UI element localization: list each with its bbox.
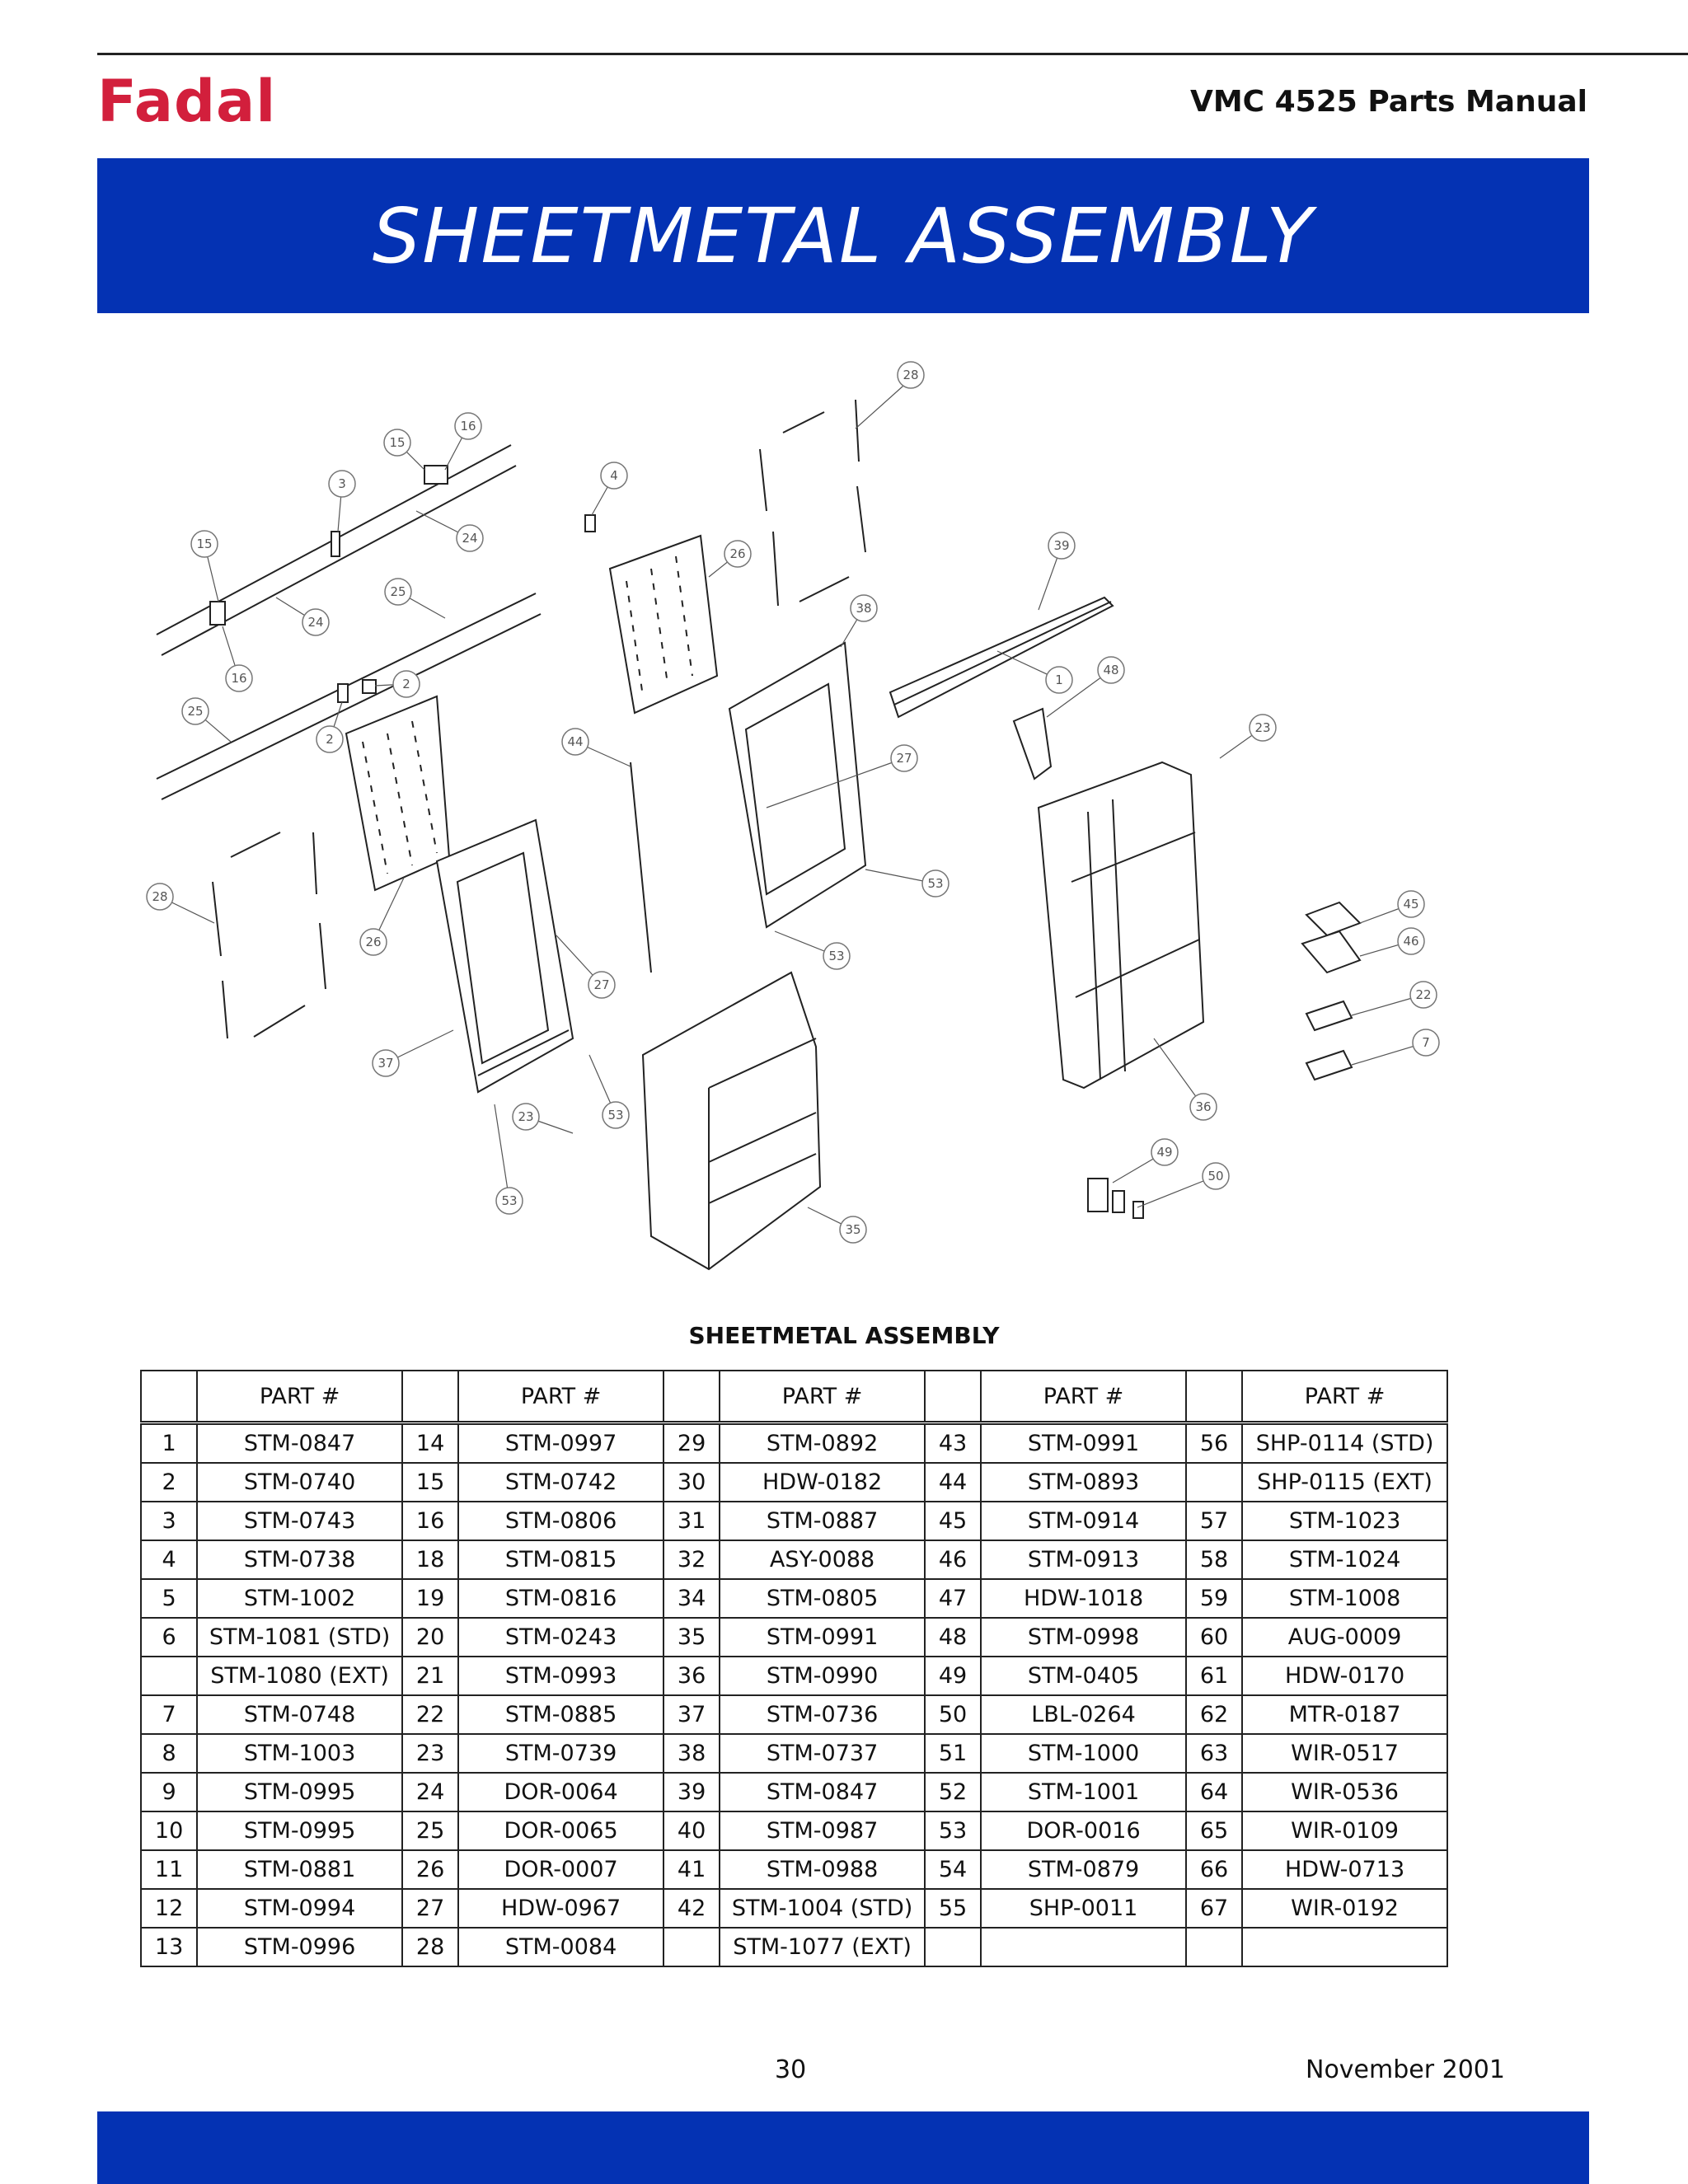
callout-44: [562, 729, 631, 766]
part-number-cell: HDW-0170: [1242, 1657, 1447, 1695]
callout-36: [1154, 1038, 1217, 1120]
svg-text:53: 53: [607, 1108, 624, 1122]
item-number-cell: 57: [1186, 1502, 1242, 1540]
part-number-cell: STM-0994: [197, 1889, 402, 1928]
item-number-cell: 43: [925, 1423, 981, 1464]
item-number-cell: 32: [663, 1540, 720, 1579]
part-number-cell: STM-0243: [458, 1618, 663, 1657]
part-number-cell: WIR-0192: [1242, 1889, 1447, 1928]
part-number-cell: WIR-0517: [1242, 1734, 1447, 1773]
item-number-cell: 6: [141, 1618, 197, 1657]
item-number-cell: 63: [1186, 1734, 1242, 1773]
svg-text:37: 37: [377, 1056, 394, 1071]
callout-37: [373, 1030, 453, 1076]
part-number-cell: STM-0742: [458, 1463, 663, 1502]
callout-28b: [147, 883, 214, 923]
item-number-cell: 56: [1186, 1423, 1242, 1464]
item-number-cell: 38: [663, 1734, 720, 1773]
part-number-cell: STM-0847: [720, 1773, 925, 1811]
part-number-cell: STM-1024: [1242, 1540, 1447, 1579]
callout-16: [445, 413, 481, 470]
part-number-cell: STM-0913: [981, 1540, 1186, 1579]
svg-text:38: 38: [856, 601, 872, 616]
svg-text:53: 53: [828, 949, 845, 963]
header-num: [1186, 1371, 1242, 1423]
item-number-cell: 35: [663, 1618, 720, 1657]
callout-53: [865, 869, 949, 897]
item-number-cell: 64: [1186, 1773, 1242, 1811]
item-number-cell: 45: [925, 1502, 981, 1540]
part-number-cell: STM-0740: [197, 1463, 402, 1502]
svg-text:49: 49: [1156, 1145, 1173, 1160]
item-number-cell: 60: [1186, 1618, 1242, 1657]
table-row: [141, 1773, 1447, 1811]
part-number-cell: DOR-0064: [458, 1773, 663, 1811]
item-number-cell: 3: [141, 1502, 197, 1540]
top-rule: [97, 53, 1688, 55]
item-number-cell: [1186, 1463, 1242, 1502]
callout-35: [808, 1207, 866, 1243]
svg-text:48: 48: [1103, 663, 1119, 677]
svg-text:4: 4: [610, 468, 618, 483]
table-row: [141, 1928, 1447, 1966]
svg-text:16: 16: [460, 419, 476, 434]
svg-text:39: 39: [1053, 538, 1070, 553]
part-number-cell: HDW-0967: [458, 1889, 663, 1928]
callout-15b: [191, 531, 218, 602]
part-number-cell: STM-0743: [197, 1502, 402, 1540]
item-number-cell: 16: [402, 1502, 458, 1540]
callout-45: [1360, 891, 1424, 923]
item-number-cell: 22: [402, 1695, 458, 1734]
item-number-cell: 53: [925, 1811, 981, 1850]
svg-text:36: 36: [1195, 1099, 1212, 1114]
title-banner: [97, 158, 1589, 313]
item-number-cell: 14: [402, 1423, 458, 1464]
svg-text:45: 45: [1403, 897, 1419, 912]
part-number-cell: STM-0998: [981, 1618, 1186, 1657]
svg-text:26: 26: [365, 935, 382, 949]
publication-date: November 2001: [1306, 2055, 1505, 2084]
item-number-cell: [663, 1928, 720, 1966]
table-row: [141, 1889, 1447, 1928]
item-number-cell: 11: [141, 1850, 197, 1889]
svg-text:53: 53: [927, 876, 944, 891]
part-number-cell: STM-0995: [197, 1773, 402, 1811]
page-title: SHEETMETAL ASSEMBLY: [372, 191, 1315, 280]
item-number-cell: 28: [402, 1928, 458, 1966]
item-number-cell: 29: [663, 1423, 720, 1464]
svg-text:2: 2: [402, 677, 410, 691]
item-number-cell: 30: [663, 1463, 720, 1502]
callout-2b: [316, 702, 343, 752]
part-number-cell: STM-1077 (EXT): [720, 1928, 925, 1966]
part-number-cell: STM-0737: [720, 1734, 925, 1773]
callout-26: [709, 541, 751, 577]
part-number-cell: STM-0847: [197, 1423, 402, 1464]
item-number-cell: 46: [925, 1540, 981, 1579]
part-number-cell: STM-1081 (STD): [197, 1618, 402, 1657]
part-number-cell: STM-1000: [981, 1734, 1186, 1773]
item-number-cell: 18: [402, 1540, 458, 1579]
item-number-cell: 36: [663, 1657, 720, 1695]
part-number-cell: STM-1080 (EXT): [197, 1657, 402, 1695]
part-number-cell: STM-0892: [720, 1423, 925, 1464]
bottom-band: [97, 2111, 1589, 2184]
exploded-assembly-drawing: [140, 346, 1459, 1294]
item-number-cell: [141, 1657, 197, 1695]
item-number-cell: 65: [1186, 1811, 1242, 1850]
item-number-cell: 58: [1186, 1540, 1242, 1579]
part-number-cell: MTR-0187: [1242, 1695, 1447, 1734]
callout-24b: [276, 598, 329, 635]
part-number-cell: STM-0987: [720, 1811, 925, 1850]
svg-text:2: 2: [326, 732, 334, 747]
part-number-cell: STM-1004 (STD): [720, 1889, 925, 1928]
part-number-cell: STM-0996: [197, 1928, 402, 1966]
page-number: 30: [775, 2055, 807, 2084]
callout-50: [1137, 1163, 1229, 1207]
manual-title: VMC 4525 Parts Manual: [1189, 85, 1587, 119]
item-number-cell: 21: [402, 1657, 458, 1695]
item-number-cell: 62: [1186, 1695, 1242, 1734]
part-number-cell: WIR-0109: [1242, 1811, 1447, 1850]
part-number-cell: LBL-0264: [981, 1695, 1186, 1734]
table-row: [141, 1657, 1447, 1695]
part-number-cell: STM-0887: [720, 1502, 925, 1540]
part-number-cell: STM-1001: [981, 1773, 1186, 1811]
table-row: [141, 1463, 1447, 1502]
item-number-cell: 51: [925, 1734, 981, 1773]
part-number-cell: STM-0988: [720, 1850, 925, 1889]
item-number-cell: 23: [402, 1734, 458, 1773]
item-number-cell: 61: [1186, 1657, 1242, 1695]
table-row: [141, 1811, 1447, 1850]
item-number-cell: 31: [663, 1502, 720, 1540]
item-number-cell: 25: [402, 1811, 458, 1850]
svg-text:3: 3: [338, 476, 346, 491]
item-number-cell: [1186, 1928, 1242, 1966]
part-number-cell: HDW-0713: [1242, 1850, 1447, 1889]
table-row: [141, 1850, 1447, 1889]
item-number-cell: 1: [141, 1423, 197, 1464]
callout-16b: [223, 626, 252, 691]
callout-28: [856, 362, 924, 429]
parts-table-body: [141, 1423, 1447, 1967]
svg-text:35: 35: [845, 1222, 861, 1237]
part-number-cell: ASY-0088: [720, 1540, 925, 1579]
part-number-cell: DOR-0016: [981, 1811, 1186, 1850]
item-number-cell: 19: [402, 1579, 458, 1618]
header-part: PART #: [458, 1371, 663, 1423]
item-number-cell: 50: [925, 1695, 981, 1734]
callout-46: [1360, 928, 1424, 956]
header-num: [402, 1371, 458, 1423]
item-number-cell: 5: [141, 1579, 197, 1618]
item-number-cell: 8: [141, 1734, 197, 1773]
svg-text:46: 46: [1403, 934, 1419, 949]
item-number-cell: 67: [1186, 1889, 1242, 1928]
header-num: [663, 1371, 720, 1423]
part-number-cell: STM-0816: [458, 1579, 663, 1618]
part-number-cell: STM-0993: [458, 1657, 663, 1695]
table-row: [141, 1618, 1447, 1657]
callout-53b: [775, 931, 850, 969]
svg-text:15: 15: [389, 435, 406, 450]
svg-text:27: 27: [593, 977, 610, 992]
svg-text:27: 27: [896, 751, 912, 766]
item-number-cell: 27: [402, 1889, 458, 1928]
svg-text:28: 28: [903, 368, 919, 382]
callout-39: [1039, 532, 1075, 610]
svg-text:24: 24: [307, 615, 324, 630]
brand-logo: Fadal: [97, 68, 277, 135]
item-number-cell: 9: [141, 1773, 197, 1811]
item-number-cell: 49: [925, 1657, 981, 1695]
item-number-cell: 39: [663, 1773, 720, 1811]
svg-text:25: 25: [390, 584, 406, 599]
part-number-cell: STM-0815: [458, 1540, 663, 1579]
part-number-cell: STM-0991: [981, 1423, 1186, 1464]
part-number-cell: SHP-0114 (STD): [1242, 1423, 1447, 1464]
callout-23b: [513, 1104, 573, 1133]
part-number-cell: STM-0748: [197, 1695, 402, 1734]
svg-text:23: 23: [1254, 720, 1271, 735]
item-number-cell: 37: [663, 1695, 720, 1734]
item-number-cell: 41: [663, 1850, 720, 1889]
svg-text:53: 53: [501, 1193, 518, 1208]
callout-15: [384, 429, 424, 470]
part-number-cell: STM-0736: [720, 1695, 925, 1734]
callout-7: [1352, 1029, 1439, 1065]
part-number-cell: STM-0995: [197, 1811, 402, 1850]
svg-text:23: 23: [518, 1109, 534, 1124]
callout-4: [592, 462, 627, 515]
item-number-cell: 20: [402, 1618, 458, 1657]
part-number-cell: STM-0084: [458, 1928, 663, 1966]
part-number-cell: STM-0805: [720, 1579, 925, 1618]
item-number-cell: 48: [925, 1618, 981, 1657]
svg-text:7: 7: [1422, 1035, 1430, 1050]
svg-text:16: 16: [231, 671, 247, 686]
svg-text:22: 22: [1415, 987, 1432, 1002]
item-number-cell: 55: [925, 1889, 981, 1928]
parts-table: [140, 1370, 1448, 1967]
part-number-cell: STM-0893: [981, 1463, 1186, 1502]
part-number-cell: WIR-0536: [1242, 1773, 1447, 1811]
svg-text:50: 50: [1207, 1169, 1224, 1183]
part-number-cell: DOR-0065: [458, 1811, 663, 1850]
item-number-cell: 24: [402, 1773, 458, 1811]
item-number-cell: 40: [663, 1811, 720, 1850]
header-part: PART #: [1242, 1371, 1447, 1423]
part-number-cell: STM-0879: [981, 1850, 1186, 1889]
part-number-cell: STM-0997: [458, 1423, 663, 1464]
header-part: PART #: [981, 1371, 1186, 1423]
part-number-cell: STM-1023: [1242, 1502, 1447, 1540]
header-part: PART #: [720, 1371, 925, 1423]
part-number-cell: STM-0881: [197, 1850, 402, 1889]
part-number-cell: SHP-0011: [981, 1889, 1186, 1928]
header-num: [925, 1371, 981, 1423]
table-row: [141, 1502, 1447, 1540]
part-number-cell: STM-0806: [458, 1502, 663, 1540]
part-number-cell: STM-0885: [458, 1695, 663, 1734]
svg-text:15: 15: [196, 537, 213, 551]
item-number-cell: 26: [402, 1850, 458, 1889]
item-number-cell: 12: [141, 1889, 197, 1928]
svg-text:25: 25: [187, 704, 204, 719]
part-number-cell: STM-0405: [981, 1657, 1186, 1695]
part-number-cell: AUG-0009: [1242, 1618, 1447, 1657]
table-row: [141, 1734, 1447, 1773]
part-number-cell: [981, 1928, 1186, 1966]
part-number-cell: [1242, 1928, 1447, 1966]
svg-text:28: 28: [152, 889, 168, 904]
svg-text:44: 44: [567, 734, 584, 749]
part-number-cell: STM-0991: [720, 1618, 925, 1657]
item-number-cell: 42: [663, 1889, 720, 1928]
svg-text:24: 24: [462, 531, 478, 546]
callout-23: [1220, 715, 1276, 758]
table-row: [141, 1579, 1447, 1618]
callout-25b: [182, 698, 231, 742]
item-number-cell: 10: [141, 1811, 197, 1850]
part-number-cell: STM-0990: [720, 1657, 925, 1695]
callout-3: [329, 471, 355, 532]
table-caption: SHEETMETAL ASSEMBLY: [688, 1322, 1000, 1349]
item-number-cell: 13: [141, 1928, 197, 1966]
part-number-cell: SHP-0115 (EXT): [1242, 1463, 1447, 1502]
callout-49: [1113, 1139, 1178, 1183]
part-number-cell: HDW-1018: [981, 1579, 1186, 1618]
svg-text:26: 26: [729, 546, 746, 561]
item-number-cell: 47: [925, 1579, 981, 1618]
item-number-cell: 34: [663, 1579, 720, 1618]
callout-26b: [360, 878, 404, 955]
item-number-cell: 4: [141, 1540, 197, 1579]
part-number-cell: STM-0914: [981, 1502, 1186, 1540]
callout-38: [841, 595, 877, 647]
part-number-cell: STM-1008: [1242, 1579, 1447, 1618]
item-number-cell: [925, 1928, 981, 1966]
item-number-cell: 59: [1186, 1579, 1242, 1618]
callout-22: [1352, 982, 1437, 1015]
table-row: [141, 1540, 1447, 1579]
svg-text:1: 1: [1055, 673, 1063, 687]
part-number-cell: STM-0739: [458, 1734, 663, 1773]
item-number-cell: 7: [141, 1695, 197, 1734]
item-number-cell: 52: [925, 1773, 981, 1811]
table-row: [141, 1695, 1447, 1734]
callout-53c: [589, 1055, 629, 1128]
part-number-cell: STM-1002: [197, 1579, 402, 1618]
header-num: [141, 1371, 197, 1423]
part-number-cell: DOR-0007: [458, 1850, 663, 1889]
table-header-row: [141, 1371, 1447, 1423]
item-number-cell: 54: [925, 1850, 981, 1889]
callout-25: [385, 579, 445, 618]
item-number-cell: 15: [402, 1463, 458, 1502]
item-number-cell: 44: [925, 1463, 981, 1502]
callout-24: [416, 511, 483, 551]
callout-2: [375, 671, 420, 697]
header-part: PART #: [197, 1371, 402, 1423]
table-row: [141, 1423, 1447, 1464]
part-number-cell: HDW-0182: [720, 1463, 925, 1502]
item-number-cell: 66: [1186, 1850, 1242, 1889]
item-number-cell: 2: [141, 1463, 197, 1502]
part-number-cell: STM-0738: [197, 1540, 402, 1579]
part-number-cell: STM-1003: [197, 1734, 402, 1773]
